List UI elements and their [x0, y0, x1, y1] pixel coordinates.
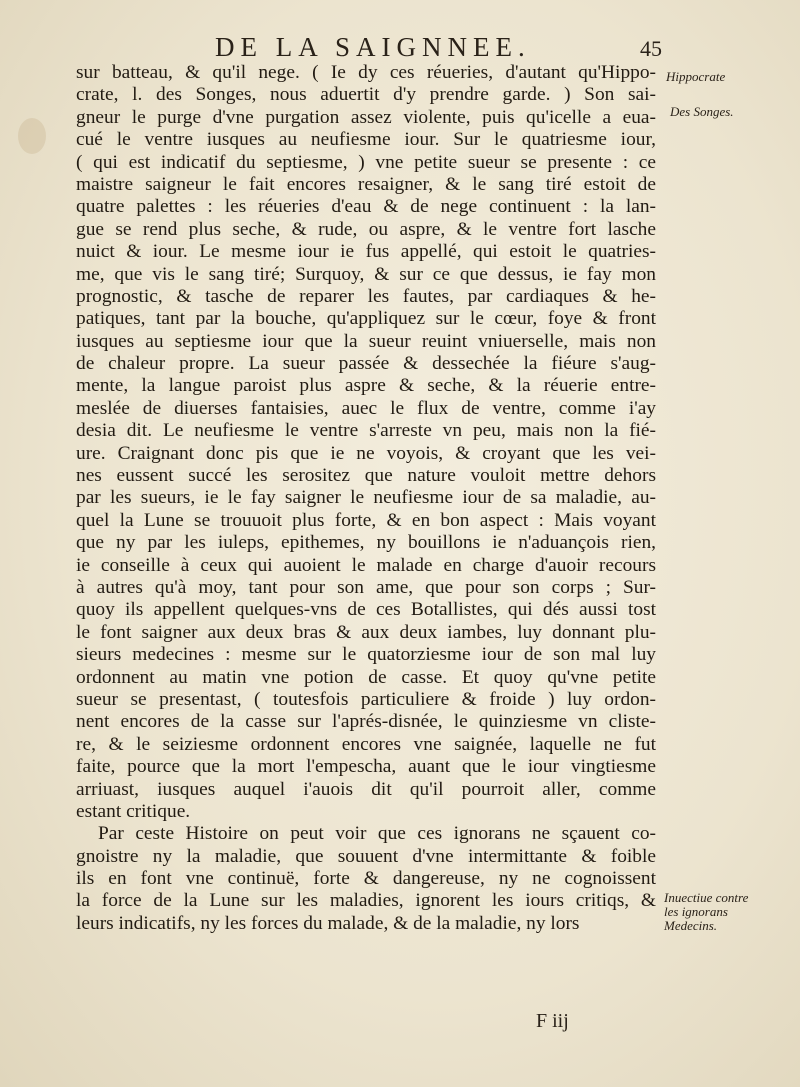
body-text	[76, 62, 656, 935]
text-line: quatre palettes : les réueries d'eau & de nege continuent : la lan-	[76, 196, 656, 218]
text-line: quoy ils appellent quelques-vns de ces Botallistes, qui dés aussi tost	[76, 599, 656, 621]
text-line: iusques au septiesme iour que la sueur reuint vniuerselle, mais non	[76, 330, 656, 352]
text-line: ie conseille à ceux qui auoient le malade en charge d'auoir recours	[76, 554, 656, 576]
text-line: crate, l. des Songes, nous aduertit d'y prendre garde. ) Son sai-	[76, 84, 656, 106]
text-line: sieurs medecines : mesme sur le quatorziesme iour de son mal luy	[76, 644, 656, 666]
text-line: patiques, tant par la bouche, qu'appliquez sur le cœur, foye & front	[76, 308, 656, 330]
text-line: ils en font vne continuë, forte & dangereuse, ny ne cognoissent	[76, 868, 656, 890]
page-number: 45	[640, 36, 662, 61]
text-line: ( qui est indicatif du septiesme, ) vne petite sueur se presente : ce	[76, 151, 656, 173]
text-line: faite, pource que la mort l'empescha, auant que le iour vingtiesme	[76, 756, 656, 778]
text-line: arriuast, iusques auquel i'auois dit qu'il pourroit aller, comme	[76, 778, 656, 800]
marginal-note-songes: Des Songes.	[670, 104, 734, 119]
marginal-note-inuectiue: Inuectiue contre les ignorans Medecins.	[664, 890, 749, 933]
text-line: quel la Lune se trouuoit plus forte, & en bon aspect : Mais voyant	[76, 509, 656, 531]
text-line: maistre saigneur le fait encores resaigner, & le sang tiré estoit de	[76, 173, 656, 195]
text-line: sueur se presentast, ( toutesfois particuliere & froide ) luy ordon-	[76, 688, 656, 710]
text-line: desia dit. Le neufiesme le ventre s'arreste vn peu, mais non la fié-	[76, 420, 656, 442]
text-line: mente, la langue paroist plus aspre & seche, & la réuerie entre-	[76, 375, 656, 397]
text-line: le font saigner aux deux bras & aux deux iambes, luy donnant plu-	[76, 621, 656, 643]
text-line: nent encores de la casse sur l'aprés-disnée, le quinziesme vn cliste-	[76, 711, 656, 733]
paper-stain	[18, 118, 46, 154]
text-line: gnoistre ny la maladie, que souuent d'vne intermittante & foible	[76, 845, 656, 867]
text-line: ordonnent au matin vne potion de casse. Et quoy qu'vne petite	[76, 666, 656, 688]
text-line: me, que vis le sang tiré; Surquoy, & sur ce que dessus, ie fay mon	[76, 263, 656, 285]
text-line: gue se rend plus seche, & rude, ou aspre, & le ventre fort lasche	[76, 218, 656, 240]
marginal-note-hippocrate: Hippocrate	[666, 69, 726, 84]
text-line: Par ceste Histoire on peut voir que ces ignorans ne sçauent co-	[98, 823, 656, 845]
text-line: estant critique.	[76, 800, 191, 822]
text-line: cué le ventre iusques au neufiesme iour. Sur le quatriesme iour,	[76, 129, 656, 151]
text-line: re, & le seiziesme ordonnent encores vne saignée, laquelle ne fut	[76, 733, 656, 755]
text-line: nuict & iour. Le mesme iour ie fus appellé, qui estoit le quatries-	[76, 241, 656, 263]
running-title: DE LA SAIGNNEE.	[215, 32, 531, 62]
text-line: que ny par les iuleps, epithemes, ny bouillons ie n'aduançois rien,	[76, 532, 656, 554]
text-line: la force de la Lune sur les maladies, ignorent les iours critiqs, &	[76, 890, 656, 912]
text-line: nes eussent succé les serositez que nature vouloit mettre dehors	[76, 465, 656, 487]
text-line: ure. Craignant donc pis que ie ne voyois, & croyant que les vei-	[76, 442, 656, 464]
text-line: leurs indicatifs, ny les forces du malade, & de la maladie, ny lors	[76, 912, 580, 934]
text-line: de chaleur propre. La sueur passée & dessechée la fiéure s'aug-	[76, 353, 656, 375]
text-line: gneur le purge d'vne purgation assez violente, puis qu'icelle a eua-	[76, 106, 656, 128]
text-line: à autres qu'à moy, tant pour son ame, que pour son corps ; Sur-	[76, 576, 656, 598]
text-line: prognostic, & tasche de reparer les fautes, par cardiaques & he-	[76, 285, 656, 307]
text-line: par les sueurs, ie le fay saigner le neufiesme iour de sa maladie, au-	[76, 487, 656, 509]
text-line: sur batteau, & qu'il nege. ( Ie dy ces réueries, d'autant qu'Hippo-	[76, 62, 656, 83]
text-line: meslée de diuerses fantaisies, auec le flux de ventre, comme i'ay	[76, 397, 656, 419]
signature-mark: F iij	[536, 1010, 569, 1032]
